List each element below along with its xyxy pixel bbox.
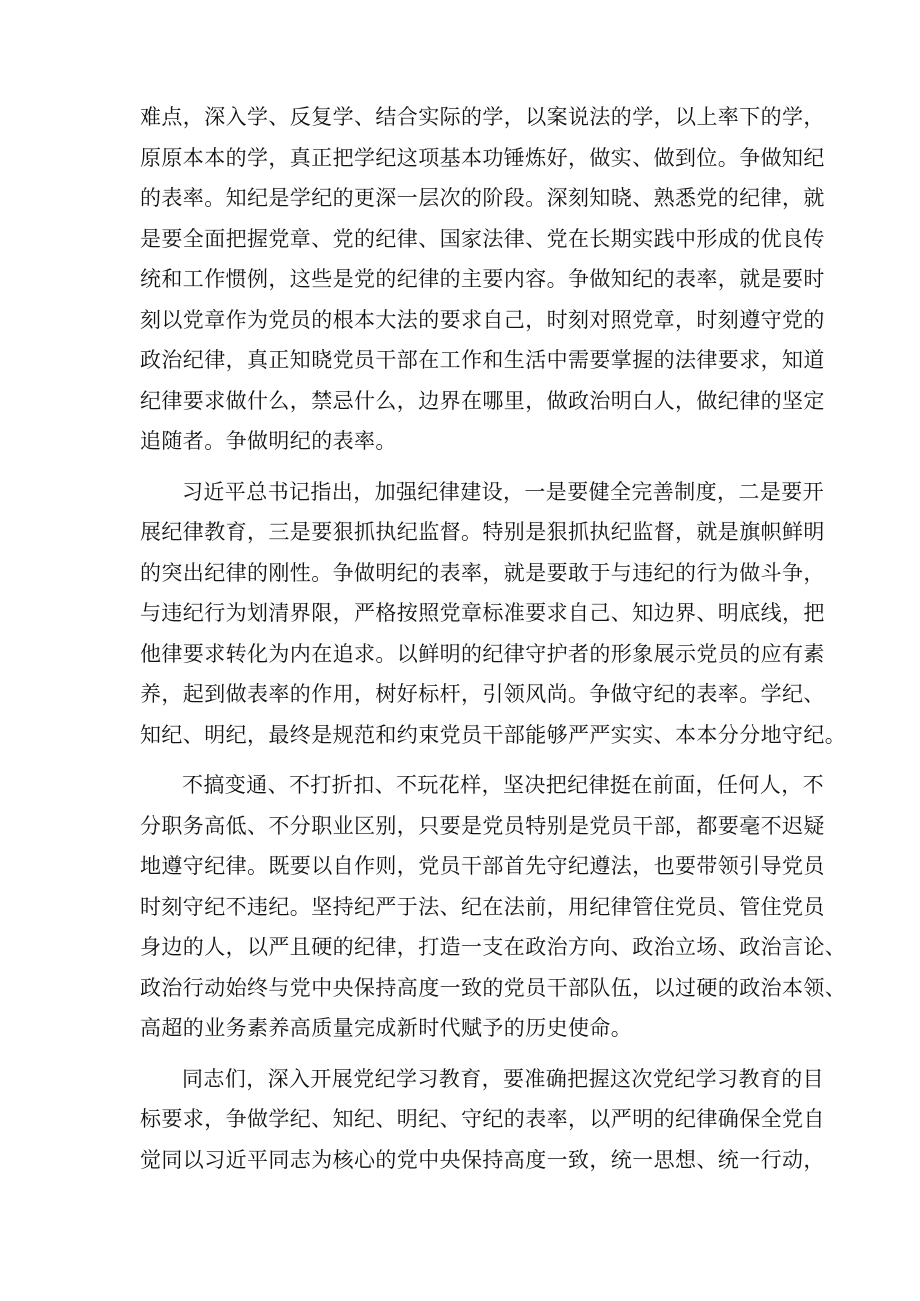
- text-line: 身边的人，以严且硬的纪律，打造一支在政治方向、政治立场、政治言论、: [140, 935, 847, 959]
- paragraph-1: [140, 97, 825, 462]
- paragraph-2: [140, 472, 847, 756]
- text-line: 原原本本的学，真正把学纪这项基本功锤炼好，做实、做到位。争做知纪: [140, 145, 825, 170]
- text-line: 分职务高低、不分职业区别，只要是党员特别是党员干部，都要毫不迟疑: [140, 813, 825, 838]
- text-line: 与违纪行为划清界限，严格按照党章标准要求自己、知边界、明底线，把: [140, 601, 825, 625]
- text-line: 的表率。知纪是学纪的更深一层次的阶段。深刻知晓、熟悉党的纪律，就: [140, 186, 825, 210]
- text-line: 标要求，争做学纪、知纪、明纪、守纪的表率，以严明的纪律确保全党自: [140, 1107, 825, 1131]
- text-line: 的突出纪律的刚性。争做明纪的表率，就是要敢于与违纪的行为做斗争，: [140, 560, 825, 585]
- text-line: 时刻守纪不违纪。坚持纪严于法、纪在法前，用纪律管住党员、管住党员: [140, 894, 825, 919]
- text-line: 难点，深入学、反复学、结合实际的学，以案说法的学，以上率下的学，: [140, 105, 825, 129]
- text-line: 知纪、明纪，最终是规范和约束党员干部能够严严实实、本本分分地守纪。: [140, 722, 847, 747]
- text-line: 地遵守纪律。既要以自作则，党员干部首先守纪遵法，也要带领引导党员: [140, 854, 825, 878]
- text-line: 刻以党章作为党员的根本大法的要求自己，时刻对照党章，时刻遵守党的: [140, 307, 825, 332]
- text-line: 不搞变通、不打折扣、不玩花样，坚决把纪律挺在前面，任何人，不: [182, 773, 824, 797]
- text-line: 他律要求转化为内在追求。以鲜明的纪律守护者的形象展示党员的应有素: [140, 641, 825, 666]
- text-line: 追随者。争做明纪的表率。: [140, 429, 397, 453]
- text-line: 习近平总书记指出，加强纪律建设，一是要健全完善制度，二是要开: [182, 479, 824, 504]
- text-line: 政治行动始终与党中央保持高度一致的党员干部队伍，以过硬的政治本领、: [140, 975, 847, 1000]
- text-line: 展纪律教育，三是要狠抓执纪监督。特别是狠抓执纪监督，就是旗帜鲜明: [140, 520, 825, 544]
- text-line: 是要全面把握党章、党的纪律、国家法律、党在长期实践中形成的优良传: [140, 226, 825, 251]
- paragraph-4: [140, 1059, 825, 1181]
- text-line: 高超的业务素养高质量完成新时代赋予的历史使命。: [140, 1016, 633, 1040]
- text-line: 统和工作惯例，这些是党的纪律的主要内容。争做知纪的表率，就是要时: [140, 267, 825, 291]
- text-line: 政治纪律，真正知晓党员干部在工作和生活中需要掌握的法律要求，知道: [140, 348, 825, 372]
- text-line: 纪律要求做什么，禁忌什么，边界在哪里，做政治明白人，做纪律的坚定: [140, 388, 825, 413]
- text-line: 同志们，深入开展党纪学习教育，要准确把握这次党纪学习教育的目: [182, 1066, 824, 1091]
- text-line: 觉同以习近平同志为核心的党中央保持高度一致，统一思想、统一行动，: [140, 1147, 825, 1172]
- document-body: [140, 97, 847, 1180]
- text-line: 养，起到做表率的作用，树好标杆，引领风尚。争做守纪的表率。学纪、: [140, 682, 825, 706]
- paragraph-3: [140, 765, 847, 1049]
